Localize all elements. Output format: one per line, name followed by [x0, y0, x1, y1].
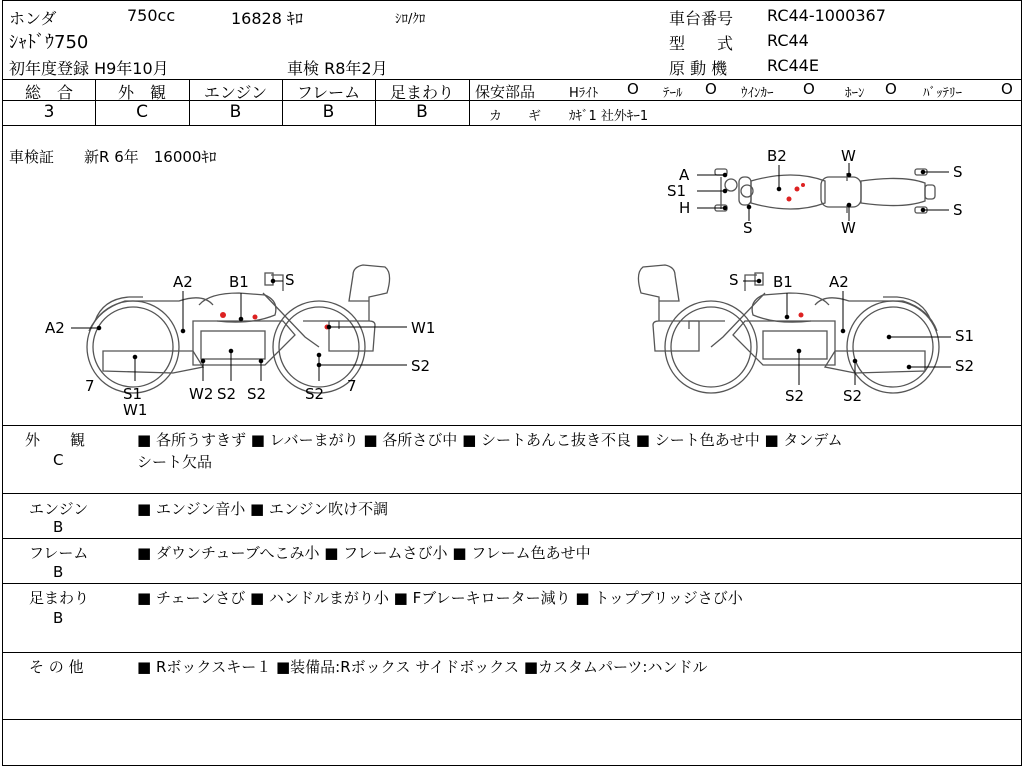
label-top-S-bottom: S — [743, 219, 753, 237]
vehicle-certificate: 車検証 新R 6年 16000ｷﾛ — [9, 148, 217, 166]
safety-headlight-mark: O — [627, 80, 639, 98]
detail-text-cont: シート欠品 — [137, 453, 213, 471]
detail-grade: B — [53, 609, 64, 627]
label-left-S2-b: S2 — [247, 385, 267, 403]
label-left-S2-c: S2 — [305, 385, 325, 403]
label-left-7-left: 7 — [85, 377, 95, 395]
detail-label: 足まわり — [29, 589, 90, 607]
label-left-W1: W1 — [123, 401, 148, 419]
inspection-sheet — [2, 0, 1022, 766]
mileage: 16828 ｷﾛ — [231, 9, 303, 28]
label-left-W1-right: W1 — [411, 319, 436, 337]
detail-text: ■ 各所うすきず ■ レバーまがり ■ 各所さび中 ■ シートあんこ抜き不良 ■ シート色あせ中 ■ タンデム — [137, 431, 843, 449]
inspection-expiry: 車検 R8年2月 — [287, 59, 388, 78]
label-left-B1: B1 — [229, 273, 249, 291]
engine-value: RC44E — [767, 56, 819, 75]
key-label: カ ギ — [489, 109, 542, 124]
divider — [3, 652, 1021, 653]
label-top-S-rear-top: S — [953, 163, 963, 181]
label-right-A2: A2 — [829, 273, 849, 291]
label-top-W1: W — [841, 147, 856, 165]
label-left-W2: W2 — [189, 385, 214, 403]
label-top-S-rear-bottom: S — [953, 201, 963, 219]
label-top-B2: B2 — [767, 147, 787, 165]
grade-suspension: B — [416, 102, 428, 122]
color: ｼﾛ/ｸﾛ — [395, 12, 426, 27]
label-left-S-top: S — [285, 271, 295, 289]
detail-text: ■ Rボックスキー１ ■装備品:Rボックス サイドボックス ■カスタムパーツ:ハンドル — [137, 658, 708, 676]
detail-label: 外 観 — [25, 431, 86, 449]
safety-winker-mark: O — [803, 80, 815, 98]
damage-diagram — [3, 125, 1021, 425]
grade-header-suspension: 足まわり — [389, 83, 454, 102]
label-left-7-right: 7 — [347, 377, 357, 395]
divider — [3, 583, 1021, 584]
safety-winker: ｳｲﾝｶｰ — [741, 86, 774, 101]
frame-no: RC44-1000367 — [767, 6, 886, 25]
divider — [3, 425, 1021, 426]
detail-text: ■ チェーンさび ■ ハンドルまがり小 ■ Fブレーキローター減り ■ トップブリッジさび小 — [137, 589, 743, 607]
safety-label: 保安部品 — [475, 83, 536, 101]
grade-engine: B — [229, 102, 242, 122]
frame-no-label: 車台番号 — [669, 9, 734, 28]
detail-label: フレーム — [29, 544, 89, 562]
label-left-S2-right: S2 — [411, 357, 431, 375]
divider — [3, 719, 1021, 720]
label-right-S2-right: S2 — [955, 357, 975, 375]
damage-mark — [795, 187, 800, 192]
grade-exterior: C — [136, 102, 148, 122]
engine-label: 原 動 機 — [669, 59, 728, 78]
grade-header-engine: エンジン — [203, 83, 268, 102]
safety-tail: ﾃｰﾙ — [663, 86, 683, 101]
safety-battery-mark: O — [1001, 80, 1013, 98]
label-right-S2-b: S2 — [843, 387, 863, 405]
label-top-W2: W — [841, 219, 856, 237]
grade-total: 3 — [43, 102, 55, 122]
label-top-H: H — [679, 199, 691, 217]
displacement: 750cc — [127, 6, 176, 25]
label-right-S: S — [729, 271, 739, 289]
divider — [3, 538, 1021, 539]
type-label: 型 式 — [669, 34, 734, 53]
detail-text: ■ エンジン音小 ■ エンジン吹け不調 — [137, 500, 389, 518]
type-value: RC44 — [767, 31, 809, 50]
detail-grade: B — [53, 518, 64, 536]
safety-horn-mark: O — [885, 80, 897, 98]
divider — [3, 493, 1021, 494]
label-left-S1: S1 — [123, 385, 143, 403]
damage-mark — [253, 315, 258, 320]
detail-label: エンジン — [29, 500, 89, 518]
model-name: ｼｬﾄﾞｳ750 — [9, 32, 89, 53]
grade-header-total: 総 合 — [24, 83, 73, 102]
safety-battery: ﾊﾞｯﾃﾘｰ — [923, 86, 962, 101]
grade-frame: B — [322, 102, 335, 122]
grade-header-frame: フレーム — [296, 83, 361, 102]
detail-text: ■ ダウンチューブへこみ小 ■ フレームさび小 ■ フレーム色あせ中 — [137, 544, 591, 562]
first-registration: 初年度登録 H9年10月 — [9, 59, 169, 78]
label-left-A2-top: A2 — [173, 273, 193, 291]
label-left-S2-a: S2 — [217, 385, 237, 403]
damage-mark — [799, 313, 804, 318]
label-right-B1: B1 — [773, 273, 793, 291]
grade-header-exterior: 外 観 — [117, 83, 166, 102]
detail-label: そ の 他 — [29, 658, 84, 676]
safety-horn: ﾎｰﾝ — [845, 86, 865, 101]
damage-mark — [220, 312, 226, 318]
damage-mark — [787, 197, 792, 202]
detail-grade: B — [53, 563, 64, 581]
label-right-S2-a: S2 — [785, 387, 805, 405]
label-top-A: A — [679, 166, 690, 184]
label-top-S1: S1 — [667, 182, 687, 200]
key-value: ｶｷﾞ1 社外ｷｰ1 — [569, 109, 649, 124]
damage-mark — [801, 183, 805, 187]
safety-headlight: Hﾗｲﾄ — [569, 86, 599, 101]
safety-tail-mark: O — [705, 80, 717, 98]
divider — [469, 79, 470, 125]
label-left-A2: A2 — [45, 319, 65, 337]
maker: ホンダ — [9, 9, 57, 28]
detail-grade: C — [53, 451, 64, 469]
label-right-S1: S1 — [955, 327, 975, 345]
